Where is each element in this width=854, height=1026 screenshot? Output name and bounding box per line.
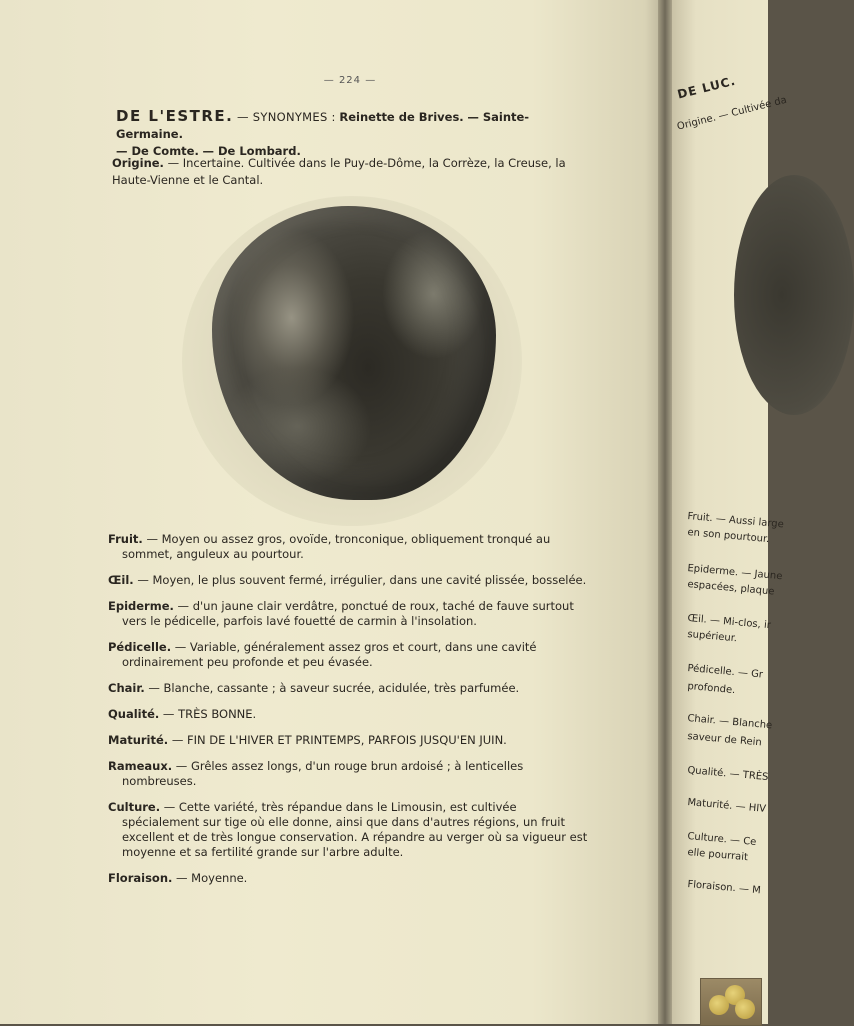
entry-qualite [108,707,588,722]
page-number: — 224 — [323,75,377,86]
entry-maturite [108,733,588,748]
right-page-origin: Origine. — Cultivée da [676,94,788,133]
right-page-heading: DE LUC. [676,73,738,102]
right-line: Pédicelle. — Gr [686,662,764,681]
entry-label: Floraison. [108,871,173,885]
entry-text: — Cette variété, très répandue dans le Limousin, est cultivée spécialement sur tige où elle donne, ainsi que dans d'autres régions, un fruit excellent et de très longue conservation. A répandre au verger où sa vigueur est moyenne et sa fertilité grande sur l'arbre adulte. [122,800,588,859]
entry-chair [108,681,588,696]
right-line: Œil. — Mi-clos, ir [686,612,772,632]
variety-title [116,108,596,160]
variety-name: DE L'ESTRE. [116,107,234,125]
synonym: Reinette de Brives. [339,110,464,124]
entry-label: Œil. [108,573,134,587]
entry-text: — d'un jaune clair verdâtre, ponctué de roux, taché de fauve surtout vers le pédicelle, parfois lavé fouetté de carmin à l'insolation. [122,599,574,628]
entry-culture [108,800,588,860]
entry-label: Maturité. [108,733,169,747]
right-line: Culture. — Ce [686,830,757,848]
right-line: Floraison. — M [686,878,762,897]
entry-epiderme [108,599,588,629]
entry-text: — Grêles assez longs, d'un rouge brun ardoisé ; à lenticelles nombreuses. [122,759,524,788]
entry-text: — Moyen, le plus souvent fermé, irrégulier, dans une cavité plissée, bosselée. [133,573,587,587]
thumbnail-apple [735,999,755,1019]
synonym: — De Lombard. [202,144,301,158]
entry-label: Epiderme. [108,599,174,613]
origin-paragraph [112,155,592,189]
origin-label: Origine. [112,156,164,170]
right-line: en son pourtour. [686,526,770,546]
right-line: Epiderme. — Jaune [686,562,783,583]
entry-text: — Moyenne. [172,871,248,885]
description-entries [108,532,588,897]
entry-label: Culture. [108,800,161,814]
right-line: espacées, plaque [686,578,775,598]
right-line: Fruit. — Aussi large [686,510,785,531]
entry-label: Pédicelle. [108,640,172,654]
book-gutter [658,0,672,1024]
entry-text: — TRÈS BONNE. [159,707,257,721]
right-line: profonde. [686,680,736,697]
entry-text: — Variable, généralement assez gros et court, dans une cavité ordinairement peu profonde et peu évasée. [122,640,537,669]
right-line: elle pourrait [686,846,749,864]
entry-label: Fruit. [108,532,143,546]
corner-thumbnail [700,978,762,1026]
entry-pedicelle [108,640,588,670]
right-apple-photo [734,175,854,415]
synonyms-label: — SYNONYMES : [237,110,336,124]
right-line: saveur de Rein [686,730,763,749]
entry-text: — FIN DE L'HIVER ET PRINTEMPS, PARFOIS JUSQU'EN JUIN. [168,733,507,747]
right-line: Maturité. — HIV [686,796,767,815]
origin-text: — Incertaine. Cultivée dans le Puy-de-Dôme, la Corrèze, la Creuse, la Haute-Vienne et le Cantal. [112,156,566,187]
entry-label: Rameaux. [108,759,173,773]
synonym: — De Comte. [116,144,199,158]
right-line: Qualité. — TRÈS [686,764,769,784]
right-line: supérieur. [686,628,738,645]
entry-floraison [108,871,588,886]
entry-label: Chair. [108,681,145,695]
entry-fruit [108,532,588,562]
right-line: Chair. — Blanche [686,712,773,732]
entry-text: — Blanche, cassante ; à saveur sucrée, acidulée, très parfumée. [144,681,520,695]
entry-text: — Moyen ou assez gros, ovoïde, tronconique, obliquement tronqué au sommet, anguleux au pourtour. [122,532,551,561]
entry-label: Qualité. [108,707,160,721]
entry-oeil [108,573,588,588]
entry-rameaux [108,759,588,789]
synonym: — Sainte-Germaine. [116,110,530,141]
